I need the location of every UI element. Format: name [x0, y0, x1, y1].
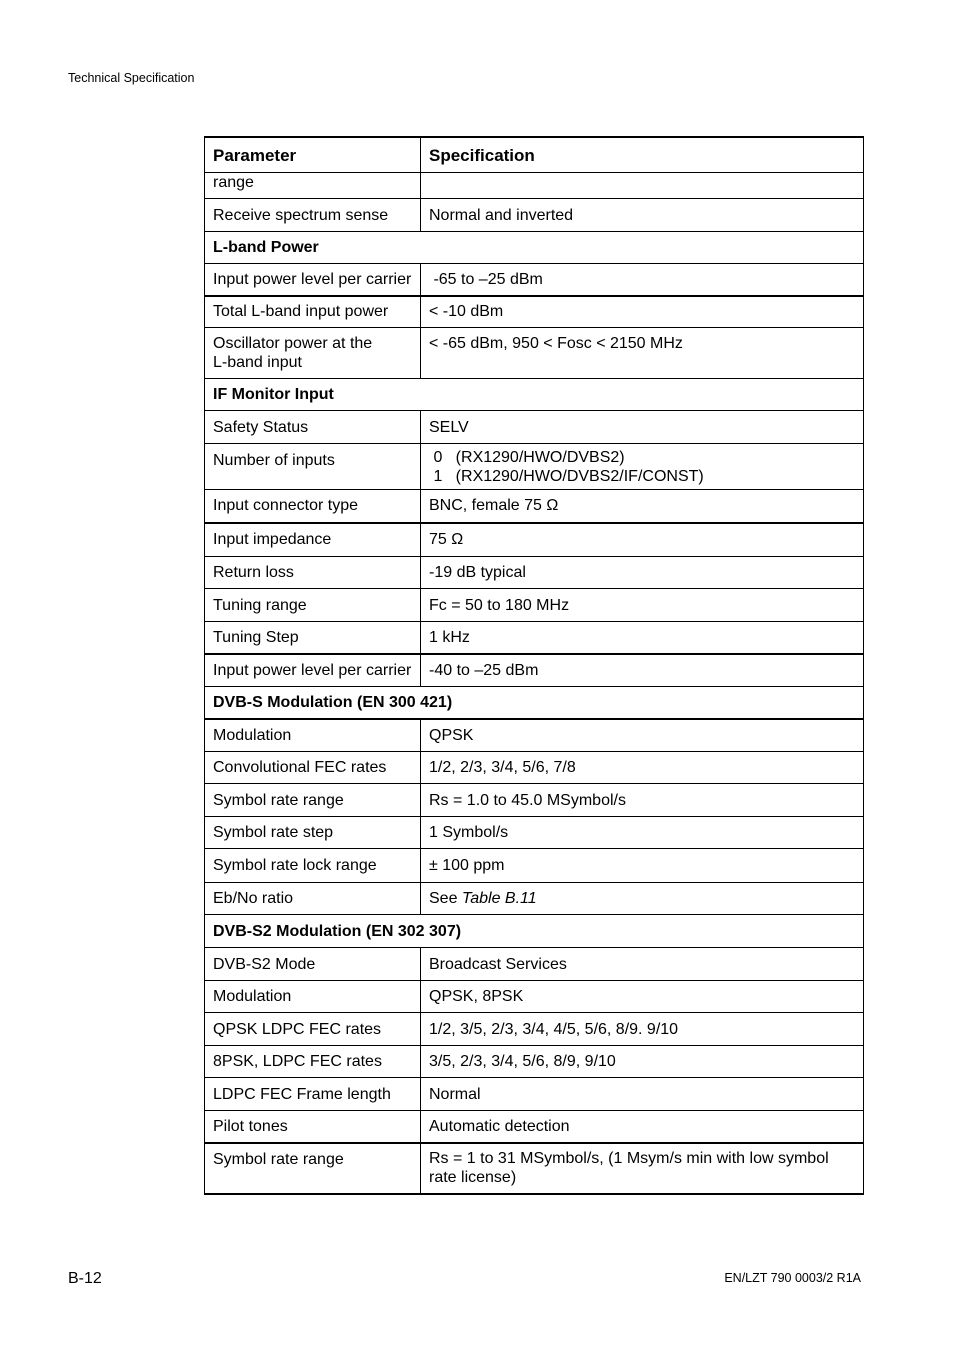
- spec-cell: ± 100 ppm: [421, 849, 864, 883]
- spec-cell: < -10 dBm: [421, 296, 864, 328]
- spec-cell: Automatic detection: [421, 1111, 864, 1143]
- column-header-specification: Specification: [421, 137, 864, 173]
- param-cell: Symbol rate range: [205, 784, 421, 817]
- param-cell: Receive spectrum sense: [205, 199, 421, 232]
- param-cell: Number of inputs: [205, 444, 421, 490]
- param-cell: QPSK LDPC FEC rates: [205, 1013, 421, 1046]
- param-cell: Modulation: [205, 719, 421, 752]
- spec-cell: [421, 1143, 864, 1194]
- table-row: [205, 328, 864, 379]
- param-cell: DVB-S2 Mode: [205, 948, 421, 981]
- param-cell: Return loss: [205, 557, 421, 589]
- param-cell: range: [205, 173, 421, 199]
- table-row: [205, 173, 864, 199]
- table-row: [205, 444, 864, 490]
- spec-cell: [421, 444, 864, 490]
- spec-cell: QPSK, 8PSK: [421, 981, 864, 1013]
- spec-line: Rs = 1 to 31 MSymbol/s, (1 Msym/s min with low symbol: [429, 1150, 829, 1167]
- spec-cell: Normal: [421, 1078, 864, 1111]
- spec-cell: Fc = 50 to 180 MHz: [421, 589, 864, 622]
- table-row: [205, 1111, 864, 1143]
- table-row: [205, 948, 864, 981]
- document-id: EN/LZT 790 0003/2 R1A: [724, 1271, 861, 1285]
- table-row: [205, 1046, 864, 1078]
- table-row: [205, 1013, 864, 1046]
- section-row: [205, 232, 864, 264]
- spec-cell: QPSK: [421, 719, 864, 752]
- param-cell: Input power level per carrier: [205, 654, 421, 687]
- param-line: L-band input: [213, 354, 302, 371]
- param-cell: Modulation: [205, 981, 421, 1013]
- spec-cell: Normal and inverted: [421, 199, 864, 232]
- table-row: [205, 719, 864, 752]
- column-header-parameter: Parameter: [205, 137, 421, 173]
- table-row: [205, 1143, 864, 1194]
- table-row: [205, 490, 864, 523]
- spec-cell: 1 Symbol/s: [421, 817, 864, 849]
- section-heading: DVB-S Modulation (EN 300 421): [205, 687, 864, 719]
- page-number: B-12: [68, 1270, 102, 1287]
- table-row: [205, 1078, 864, 1111]
- table-row: [205, 557, 864, 589]
- param-cell: Input connector type: [205, 490, 421, 523]
- table-row: [205, 622, 864, 654]
- param-cell: Pilot tones: [205, 1111, 421, 1143]
- spec-cell: 1 kHz: [421, 622, 864, 654]
- spec-cell: [421, 173, 864, 199]
- param-cell: Input power level per carrier: [205, 264, 421, 296]
- table-row: [205, 654, 864, 687]
- spec-cell: BNC, female 75 Ω: [421, 490, 864, 523]
- param-cell: Tuning Step: [205, 622, 421, 654]
- section-row: [205, 379, 864, 411]
- section-heading: DVB-S2 Modulation (EN 302 307): [205, 915, 864, 948]
- table-row: [205, 296, 864, 328]
- param-cell: Symbol rate lock range: [205, 849, 421, 883]
- spec-cell: -19 dB typical: [421, 557, 864, 589]
- param-cell: Input impedance: [205, 523, 421, 557]
- spec-cell: 3/5, 2/3, 3/4, 5/6, 8/9, 9/10: [421, 1046, 864, 1078]
- spec-cell: -65 to –25 dBm: [421, 264, 864, 296]
- spec-line: 1 (RX1290/HWO/DVBS2/IF/CONST): [429, 467, 704, 485]
- spec-cell: 75 Ω: [421, 523, 864, 557]
- param-cell: Safety Status: [205, 411, 421, 444]
- table-header-row: [205, 137, 864, 173]
- spec-cell: Broadcast Services: [421, 948, 864, 981]
- table-row: [205, 411, 864, 444]
- section-heading: IF Monitor Input: [205, 379, 864, 411]
- spec-cell: 1/2, 2/3, 3/4, 5/6, 7/8: [421, 752, 864, 784]
- table-row: [205, 523, 864, 557]
- param-cell: 8PSK, LDPC FEC rates: [205, 1046, 421, 1078]
- table-row: [205, 817, 864, 849]
- section-heading: L-band Power: [205, 232, 864, 264]
- section-row: [205, 687, 864, 719]
- table-row: [205, 883, 864, 915]
- spec-cell: 1/2, 3/5, 2/3, 3/4, 4/5, 5/6, 8/9. 9/10: [421, 1013, 864, 1046]
- spec-line: rate license): [429, 1169, 517, 1186]
- spec-cell: Rs = 1.0 to 45.0 MSymbol/s: [421, 784, 864, 817]
- table-reference: Table B.11: [461, 890, 537, 907]
- param-cell: [205, 328, 421, 379]
- spec-cell: [421, 883, 864, 915]
- section-row: [205, 915, 864, 948]
- spec-table: [204, 136, 864, 1195]
- param-line: Oscillator power at the: [213, 335, 373, 352]
- param-cell: Tuning range: [205, 589, 421, 622]
- table-row: [205, 981, 864, 1013]
- table-row: [205, 264, 864, 296]
- spec-cell: -40 to –25 dBm: [421, 654, 864, 687]
- spec-cell: SELV: [421, 411, 864, 444]
- param-cell: Eb/No ratio: [205, 883, 421, 915]
- param-cell: LDPC FEC Frame length: [205, 1078, 421, 1111]
- table-row: [205, 752, 864, 784]
- param-cell: Convolutional FEC rates: [205, 752, 421, 784]
- table-row: [205, 589, 864, 622]
- param-cell: Symbol rate range: [205, 1143, 421, 1194]
- table-row: [205, 849, 864, 883]
- spec-line: 0 (RX1290/HWO/DVBS2): [429, 448, 625, 466]
- param-cell: Total L-band input power: [205, 296, 421, 328]
- page-header-title: Technical Specification: [68, 71, 195, 85]
- table-row: [205, 784, 864, 817]
- table-row: [205, 199, 864, 232]
- spec-cell: < -65 dBm, 950 < Fosc < 2150 MHz: [421, 328, 864, 379]
- param-cell: Symbol rate step: [205, 817, 421, 849]
- spec-text: See: [429, 890, 462, 907]
